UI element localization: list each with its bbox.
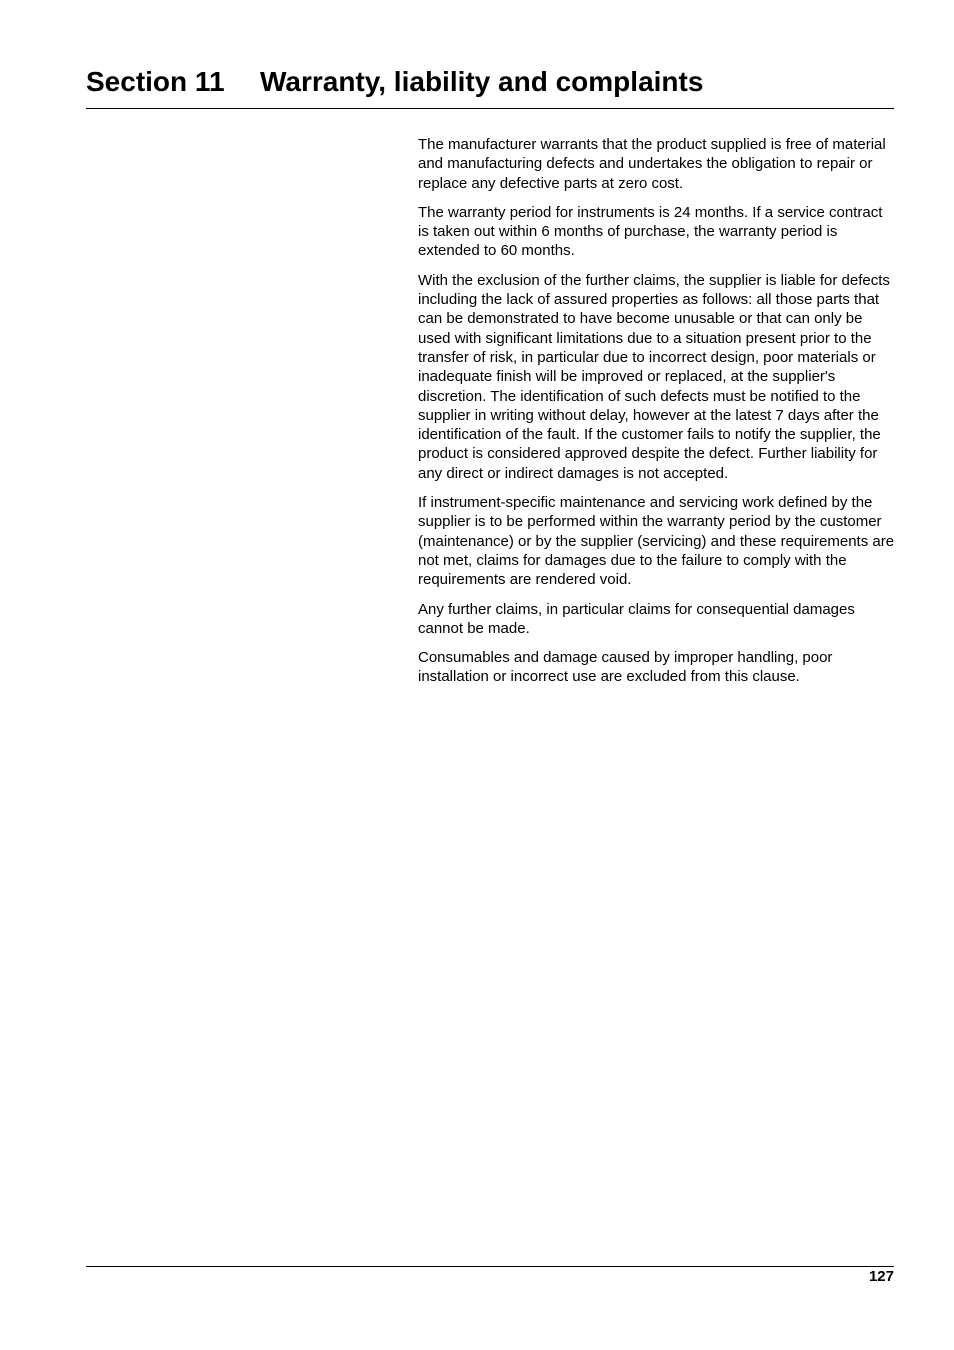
section-title: Warranty, liability and complaints [260,66,704,97]
section-number: Section 11 [86,66,225,97]
body-text [418,135,896,697]
paragraph-exclusions: Consumables and damage caused by improper handling, poor installation or incorrect use are excluded from this clause. [418,649,833,686]
page-title [86,66,703,98]
page-header [86,62,894,109]
footer-divider [86,1266,894,1267]
paragraph-warranty-period: The warranty period for instruments is 24 months. If a service contract is taken out within 6 months of purchase, the warranty period is extended to 60 months. [418,203,883,260]
paragraph-warranty-coverage: The manufacturer warrants that the product supplied is free of material and manufacturing defects and undertakes the obligation to repair or replace any defective parts at zero cost. [418,136,886,192]
paragraph-supplier-liability: With the exclusion of the further claims, the supplier is liable for defects including the lack of assured properties as follows: all those parts that can be demonstrated to have become unusable or that can only be used with significant limitations due to a situation present prior to the transfer of risk, in particular due to incorrect design, poor materials or inadequate finish will be improved or replaced, at the supplier's discretion. The identification of such defects must be notified to the supplier in writing without delay, however at the latest 7 days after the identification of the fault. If the customer fails to notify the supplier, the product is considered approved despite the defect. Further liability for any direct or indirect damages is not accepted. [418,271,890,482]
page-number: 127 [868,1268,894,1285]
paragraph-further-claims: Any further claims, in particular claims for consequential damages cannot be made. [418,600,855,637]
paragraph-maintenance-requirements: If instrument-specific maintenance and servicing work defined by the supplier is to be performed within the warranty period by the customer (maintenance) or by the supplier (servicing) and these requirements are not met, claims for damages due to the failure to comply with the requirements are rendered void. [418,494,895,589]
